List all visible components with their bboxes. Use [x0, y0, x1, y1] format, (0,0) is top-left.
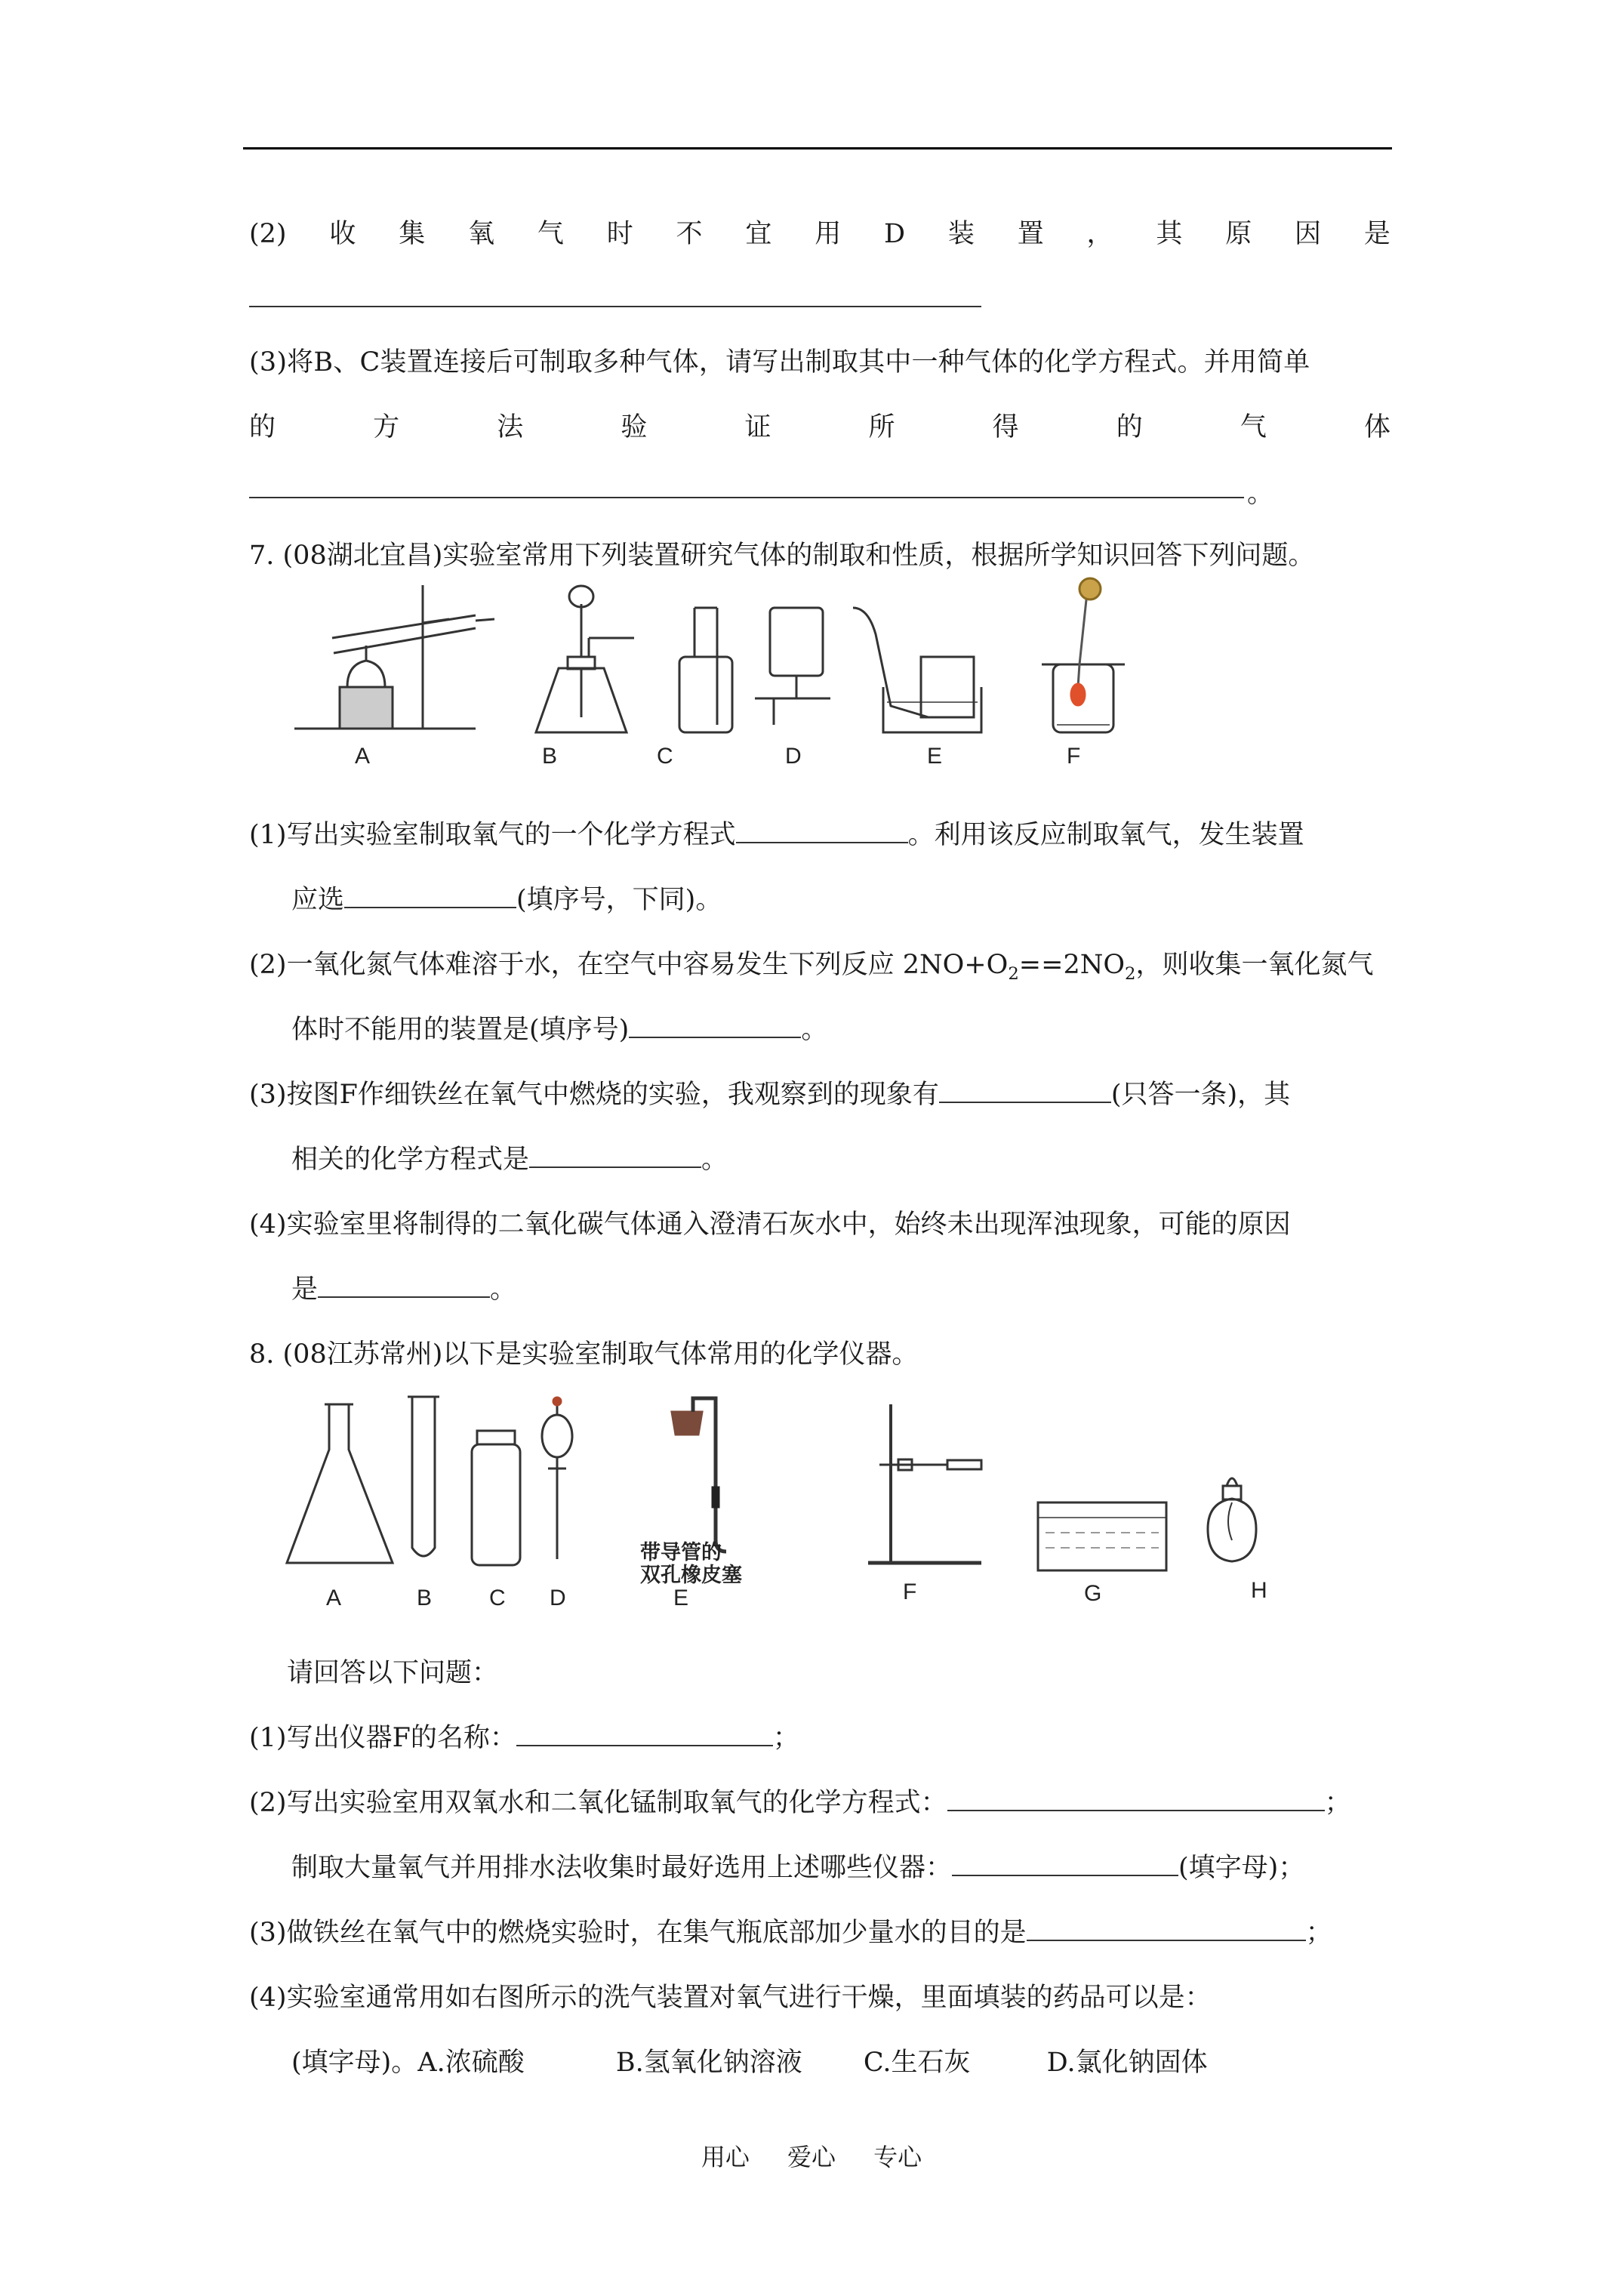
- q8-part4-line1: (4)实验室通常用如右图所示的洗气装置对氧气进行干燥，里面填装的药品可以是：: [249, 1983, 1212, 2013]
- q7-fig-label-a: A: [355, 744, 371, 769]
- q6-part2-line: [249, 213, 1390, 251]
- instrument-h: [1208, 1478, 1256, 1561]
- q7-fig-label-f: F: [1067, 744, 1081, 769]
- answer-blank: [947, 1782, 1325, 1811]
- apparatus-d: [755, 608, 830, 725]
- q8-part4-line2: [291, 2042, 1208, 2079]
- q8-fig-label-g: G: [1084, 1581, 1102, 1606]
- instrument-c: [472, 1431, 520, 1565]
- q7-part1-text-2: 。利用该反应制取氧气，发生装置: [907, 820, 1304, 850]
- q6-part3-end-mark: 。: [1247, 479, 1274, 509]
- q8-part4-text: (填字母)。A.浓硫酸: [291, 2048, 525, 2078]
- q8-part2-text: (2)写出实验室用双氧水和二氧化锰制取氧气的化学方程式：: [249, 1788, 947, 1818]
- q6-part3-char: 法: [497, 412, 524, 442]
- q7-part3-line1: [249, 1074, 1290, 1111]
- q7-part3-text-2: (只答一条)，其: [1110, 1080, 1291, 1110]
- q7-part2-text: (2)一氧化氮气体难溶于水，在空气中容易发生下列反应 2NO+O: [249, 950, 1009, 980]
- q7-part1-text: (1)写出实验室制取氧气的一个化学方程式: [249, 820, 736, 850]
- q7-part3-line2: [291, 1139, 728, 1176]
- answer-blank: [344, 879, 516, 908]
- q7-part4-text: 是: [291, 1274, 319, 1305]
- q6-part2-char: ，: [1086, 219, 1113, 249]
- q8-fig-label-e: E: [673, 1586, 689, 1610]
- q7-part4-line2: [291, 1268, 516, 1306]
- q6-part2-char: 其: [1156, 219, 1183, 249]
- q8-part1-text-2: ；: [772, 1723, 799, 1753]
- q7-part1-line1: [249, 814, 1304, 852]
- q8-option-c: C.生石灰: [863, 2048, 971, 2078]
- q7-part1-text-3: 应选: [291, 885, 345, 915]
- q6-part3-char: 得: [992, 412, 1019, 442]
- q8-part3-text: (3)做铁丝在氧气中的燃烧实验时，在集气瓶底部加少量水的目的是: [249, 1918, 1027, 1948]
- q8-part2-text-2: ；: [1324, 1788, 1351, 1818]
- q7-part2-line1: [249, 944, 1374, 984]
- q6-part2-char: 宜: [745, 219, 772, 249]
- q8-fig-label-c: C: [489, 1586, 506, 1610]
- q7-header: 7. (08湖北宜昌)实验室常用下列装置研究气体的制取和性质，根据所学知识回答下列问题。: [249, 541, 1315, 571]
- q7-part1-text-4: (填序号，下同)。: [516, 885, 722, 915]
- answer-blank: [736, 814, 908, 843]
- stopper-caption: 带导管的: [640, 1541, 722, 1564]
- q8-fig-label-f: F: [903, 1579, 917, 1604]
- apparatus-f: [1042, 578, 1125, 732]
- q6-part3-char: 体: [1363, 412, 1390, 442]
- q7-part2-text-4: 。: [801, 1015, 828, 1045]
- q6-part2-char: 因: [1295, 219, 1322, 249]
- instrument-b: [408, 1397, 439, 1556]
- q6-part3-char: 验: [621, 412, 648, 442]
- q6-part2-char: 用: [815, 219, 842, 249]
- q7-part3-text: (3)按图F作细铁丝在氧气中燃烧的实验，我观察到的现象有: [249, 1080, 939, 1110]
- q8-part2-text-4: (填字母)；: [1178, 1853, 1305, 1883]
- answer-blank: [952, 1847, 1178, 1876]
- apparatus-e: [853, 608, 981, 732]
- q8-part1-text: (1)写出仪器F的名称：: [249, 1723, 516, 1753]
- answer-blank: [939, 1074, 1111, 1103]
- instrument-f: [868, 1404, 981, 1563]
- q7-part2-sub: 2: [1008, 964, 1019, 984]
- q7-fig-label-c: C: [657, 744, 673, 769]
- instrument-d: [542, 1398, 572, 1559]
- q8-option-d: D.氯化钠固体: [1046, 2048, 1208, 2078]
- q8-part2-line2: [291, 1847, 1304, 1885]
- apparatus-a: [294, 585, 494, 729]
- instrument-e: [672, 1398, 726, 1552]
- q6-part2-char: 原: [1225, 219, 1252, 249]
- q6-part2-num: (2): [249, 219, 287, 249]
- instrument-a: [287, 1404, 393, 1563]
- q8-fig-label-b: B: [417, 1586, 433, 1610]
- answer-blank: [1027, 1912, 1306, 1941]
- q7-part2-text-3: 体时不能用的装置是(填序号): [291, 1015, 630, 1045]
- q7-apparatus-figure: [287, 574, 1268, 770]
- q6-part2-char: 氧: [468, 219, 495, 249]
- q8-fig-label-a: A: [326, 1586, 342, 1610]
- q6-part2-char: 气: [537, 219, 564, 249]
- q8-prompt: 请回答以下问题：: [287, 1658, 499, 1688]
- q6-part3-line2: [249, 406, 1390, 444]
- q8-instruments-figure: [279, 1389, 1321, 1616]
- answer-blank: [629, 1009, 801, 1038]
- q7-part2-text-2: ，则收集一氧化氮气: [1135, 950, 1374, 980]
- q6-part2-char: 装: [947, 219, 975, 249]
- q6-part2-char: 不: [676, 219, 703, 249]
- q7-part4-text-2: 。: [490, 1274, 517, 1305]
- answer-blank: [318, 1268, 490, 1298]
- q7-part2-mid: ==2NO: [1018, 950, 1126, 980]
- q8-option-b: B.氢氧化钠溶液: [615, 2048, 802, 2078]
- q8-part3-text-2: ；: [1305, 1918, 1332, 1948]
- q6-part3-line1: (3)将B、C装置连接后可制取多种气体，请写出制取其中一种气体的化学方程式。并用简单: [249, 347, 1310, 378]
- q8-fig-label-d: D: [550, 1586, 566, 1610]
- answer-blank: [516, 1717, 773, 1746]
- q6-part3-char: 所: [868, 412, 895, 442]
- header-rule: [243, 147, 1392, 149]
- q8-part1-line: [249, 1717, 799, 1755]
- q7-part3-text-4: 。: [701, 1145, 728, 1175]
- q6-part2-char: 置: [1017, 219, 1044, 249]
- stopper-caption-2: 双孔橡皮塞: [640, 1564, 742, 1586]
- q6-part2-char: 是: [1363, 219, 1390, 249]
- q6-part3-char: 的: [1116, 412, 1143, 442]
- q6-part2-char: D: [884, 219, 906, 249]
- q6-part3-char: 证: [744, 412, 771, 442]
- q7-fig-label-d: D: [785, 744, 802, 769]
- q6-part3-char: 的: [249, 412, 276, 442]
- answer-blank: [249, 497, 1244, 498]
- instrument-g: [1038, 1502, 1166, 1570]
- q8-part2-text-3: 制取大量氧气并用排水法收集时最好选用上述哪些仪器：: [291, 1853, 953, 1883]
- apparatus-c: [679, 608, 732, 732]
- q6-part2-char: 集: [399, 219, 426, 249]
- q8-fig-label-h: H: [1251, 1578, 1267, 1603]
- q7-fig-label-b: B: [542, 744, 558, 769]
- q6-part2-char: 收: [329, 219, 356, 249]
- answer-blank: [249, 306, 981, 307]
- q6-part3-char: 气: [1240, 412, 1267, 442]
- q7-part4-line1: (4)实验室里将制得的二氧化碳气体通入澄清石灰水中，始终未出现浑浊现象，可能的原因: [249, 1210, 1291, 1240]
- q7-part2-sub-2: 2: [1125, 964, 1136, 984]
- q6-part3-char: 方: [373, 412, 400, 442]
- q6-part2-char: 时: [606, 219, 633, 249]
- q7-part1-line2: [291, 879, 722, 917]
- q8-header: 8. (08江苏常州)以下是实验室制取气体常用的化学仪器。: [249, 1339, 919, 1370]
- q8-part2-line1: [249, 1782, 1351, 1820]
- answer-blank: [529, 1139, 701, 1168]
- q7-fig-label-e: E: [927, 744, 943, 769]
- page-footer: 用心 爱心 专心: [701, 2143, 922, 2171]
- apparatus-b: [536, 586, 634, 732]
- q7-part3-text-3: 相关的化学方程式是: [291, 1145, 530, 1175]
- q7-part2-line2: [291, 1009, 827, 1046]
- q8-part3-line: [249, 1912, 1332, 1949]
